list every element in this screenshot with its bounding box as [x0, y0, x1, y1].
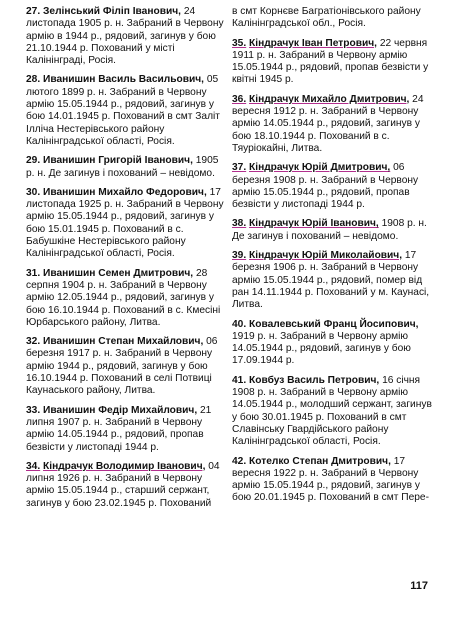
entry-number: 27.: [26, 6, 41, 17]
entry-name: Котелко Степан Дмитрович,: [249, 455, 391, 467]
entry-37: [232, 162, 436, 211]
entry-text: 22 червня 1911 р. н. Забраний в Червону армію 15.05.1944 р., рядовий, пропав безвісти у квітні 1945 р.: [232, 37, 429, 86]
entry-number: 37.: [232, 162, 247, 174]
entry-name: Иванишин Михайло Федорович,: [43, 186, 207, 198]
entry-number: 40.: [232, 318, 247, 330]
entry-number: 33.: [26, 404, 41, 416]
entry-39: [232, 250, 436, 311]
entry-name: Кіндрачук Юрій Іванович,: [249, 218, 379, 230]
left-column: [26, 6, 226, 517]
entry-36: [232, 94, 436, 155]
entry-text: 1908 р. н. Де загинув і похований – невідомо.: [232, 218, 427, 242]
entry-number: 34.: [26, 460, 41, 472]
entry-name: Ковбуз Василь Петрович,: [249, 374, 380, 386]
entry-34-continued: [232, 6, 436, 31]
entry-32: [26, 336, 226, 397]
entry-text: 17 березня 1906 р. н. Забраний в Червону армію 15.05.1944 р., рядовий, помер від ран 14.11.1944 р. Похований у м. Каунасі, Литва.: [232, 250, 430, 311]
entry-27: [26, 6, 226, 67]
entry-40: [232, 319, 436, 368]
page-number: 117: [410, 580, 428, 592]
entry-text: 06 березня 1917 р. н. Забраний в Червону армію 1944 р., рядовий, загинув у бою 16.10.1944 р. Похований в селі Потвиці Каунаського району, Литва.: [26, 336, 218, 397]
entry-number: 41.: [232, 374, 247, 386]
right-column: [232, 6, 436, 512]
entry-name: Иванишин Василь Васильович,: [43, 74, 204, 86]
entry-name: Кіндрачук Юрій Миколайович,: [249, 250, 403, 262]
entry-number: 28.: [26, 74, 41, 86]
entry-text: 1905 р. н. Де загинув і похований – невідомо.: [26, 155, 219, 179]
entry-name: Иванишин Федір Михайлович,: [43, 404, 198, 416]
entry-name: Иванишин Семен Дмитрович,: [43, 267, 194, 279]
entry-text: 17 листопада 1925 р. н. Забраний в Червону армію 15.05.1944 р., рядовий, загинув у бою 15.01.1945 р. Похований в с. Бабушкіне Нестерівського району Калінінградської області, Росія.: [26, 186, 224, 260]
entry-name: Ковалевський Франц Йосипович,: [249, 318, 419, 330]
entry-text: 17 вересня 1922 р. н. Забраний в Червону армію 15.05.1944 р., рядовий, загинув у бою 20.01.1945 р. Похований в смт Пере-: [232, 455, 429, 504]
entry-number: 38.: [232, 218, 247, 230]
entry-28: [26, 74, 226, 148]
entry-name: Кіндрачук Юрій Дмитрович,: [249, 162, 391, 174]
entry-name: Иванишин Григорій Іванович,: [43, 155, 193, 167]
entry-number: 42.: [232, 455, 247, 467]
entry-number: 30.: [26, 186, 41, 198]
entry-name: Зелінський Філіп Іванович,: [43, 6, 181, 17]
entry-number: 35.: [232, 37, 247, 49]
entry-text: 24 вересня 1912 р. н. Забраний в Червону армію 14.05.1944 р., рядовий, загинув у бою 18.10.1944 р. Похований в с. Тяуріокайні, Литва.: [232, 93, 424, 154]
entry-text: 06 березня 1908 р. н. Забраний в Червону армію 15.05.1944 р., рядовий, пропав безвісти у листопаді 1944 р.: [232, 162, 419, 211]
entry-name: Кіндрачук Михайло Дмитрович,: [249, 93, 410, 105]
entry-number: 39.: [232, 250, 247, 262]
entry-31: [26, 268, 226, 329]
entry-text: в смт Корнєве Багратіонівського району Калінінградської обл., Росія.: [232, 6, 421, 30]
entry-text: 16 січня 1908 р. н. Забраний в Червону армію 14.05.1944 р., молодший сержант, загинув у бою 30.01.1945 р. Похований в смт Славінську Гвардійського району Калінінградської області, Росія.: [232, 374, 432, 448]
entry-number: 29.: [26, 155, 41, 167]
entry-text: 05 лютого 1899 р. н. Забраний в Червону армію 15.05.1944 р., рядовий, загинув у бою 14.01.1945 р. Похований в смт Заліт Ілліча Нестерівського району Калінінградської області, Росія.: [26, 74, 220, 147]
entry-text: 24 листопада 1905 р. н. Забраний в Червону армію в 1944 р., рядовий, загинув у бою 21.10.1944 р. Похований у місті Калінінграді, Росія.: [26, 6, 224, 67]
entry-name: Кіндрачук Іван Петрович,: [249, 37, 377, 49]
entry-number: 36.: [232, 93, 247, 105]
entry-number: 32.: [26, 336, 41, 348]
entry-text: 04 липня 1926 р. н. Забраний в Червону армію 15.05.1944 р., старший сержант, загинув у бою 23.02.1945 р. Похований: [26, 460, 220, 509]
entry-35: [232, 38, 436, 87]
entry-text: 21 липня 1907 р. н. Забраний в Червону армію 14.05.1944 р., рядовий, пропав безвісти у листопаді 1944 р.: [26, 404, 212, 453]
entry-name: Иванишин Степан Михайлович,: [43, 336, 204, 348]
entry-30: [26, 187, 226, 261]
entry-41: [232, 375, 436, 449]
entry-text: 1919 р. н. Забраний в Червону армію 14.05.1944 р., рядовий, загинув у бою 17.09.1944 р.: [232, 330, 411, 367]
entry-33: [26, 405, 226, 454]
entry-29: [26, 155, 226, 180]
entry-number: 31.: [26, 267, 41, 279]
entry-38: [232, 218, 436, 243]
entry-42: [232, 456, 436, 505]
entry-34: [26, 461, 226, 510]
entry-name: Кіндрачук Володимир Іванович,: [43, 460, 206, 472]
entry-text: 28 серпня 1904 р. н. Забраний в Червону армію 12.05.1944 р., рядовий, загинув у бою 16.10.1944 р. Похований в с. Кмесіні Юрбарського району, Литва.: [26, 267, 221, 328]
